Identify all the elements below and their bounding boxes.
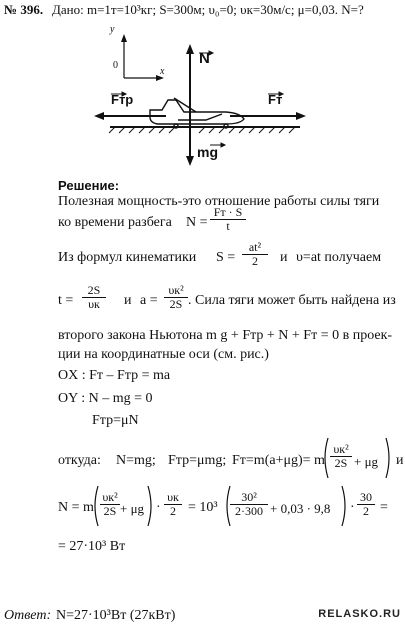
friction-force-arrow [94, 112, 104, 120]
solution-line-3-and: и [280, 250, 288, 265]
whence-eq-normal: N=mg; [116, 453, 156, 468]
final-dot-1: · [156, 500, 161, 515]
axis-y-arrow [121, 34, 127, 42]
friction-force-label: Fтр [111, 92, 134, 107]
formula-time-fraction: 2S υк [82, 284, 106, 311]
final-fraction-1: υк² 2S [100, 491, 120, 518]
solution-line-1: Полезная мощность-это отношение работы силы тяги [58, 194, 380, 209]
final-eq-coeff: = 10³ [188, 500, 218, 515]
final-dot-2: · [350, 500, 355, 515]
whence-eq-friction: Fтр=μmg; [168, 453, 227, 468]
airplane-drawing [150, 98, 244, 128]
whence-fraction: υк² 2S [330, 443, 352, 470]
final-plus-numeric: + 0,03 · 9,8 [270, 501, 331, 516]
answer-value: N=27·10³Вт (27кВт) [56, 608, 176, 623]
final-fraction-4: $\frac{30}{2}$ [357, 491, 375, 518]
formula-distance-fraction: $\frac{\text{at²}}{2}$ [242, 241, 268, 268]
final-fraction-3: $\frac{\text{30²}}{2\cdot 300}$ [230, 491, 268, 518]
whence-plus-mug: + μg [354, 454, 379, 469]
traction-force-label: Fт [268, 92, 283, 107]
final-plus-mug: + μg [120, 501, 145, 516]
final-equals: = [380, 500, 388, 515]
normal-force-label: N [199, 50, 210, 67]
final-result: = 27·10³ Вт [58, 539, 126, 554]
given-line: Дано: m=1т=10³кг; S=300м; υ₀=0; υк=30м/с; μ=0,03. N=? [52, 2, 364, 17]
solution-line-4-and: и [124, 293, 132, 308]
formula-acceleration-fraction: υк² 2S [164, 284, 188, 311]
solution-line-3-text: Из формул кинематики [58, 250, 197, 265]
formula-time-lhs: t = [58, 293, 74, 308]
final-lhs: N = m [58, 500, 94, 515]
whence-and: и [396, 453, 404, 468]
equation-friction: Fтр=μN [92, 413, 139, 428]
axis-origin-label: 0 [113, 60, 118, 71]
solution-line-2-text: ко времени разбега [58, 215, 172, 230]
formula-power-lhs: N = [186, 215, 208, 230]
axis-y-label: y [110, 24, 115, 35]
solution-line-6: ции на координатные оси (см. рис.) [58, 347, 269, 362]
gravity-force-label: mg [197, 144, 218, 160]
watermark: RELASKO.RU [318, 608, 401, 620]
normal-force-arrow [186, 44, 194, 54]
formula-power-fraction: Fт · S t [210, 206, 246, 233]
final-fraction-2: υк 2 [164, 491, 182, 518]
equation-ox: OX : Fт – Fтр = ma [58, 368, 171, 383]
formula-acceleration-lhs: a = [140, 293, 158, 308]
solution-heading: Решение: [58, 178, 120, 193]
whence-label: откуда: [58, 453, 101, 468]
problem-number: № 396. [4, 2, 44, 17]
solution-line-3-rhs: υ=at получаем [296, 250, 382, 265]
solution-line-4-tail: . Сила тяги может быть найдена из [188, 293, 396, 308]
traction-force-arrow [296, 112, 306, 120]
answer-label: Ответ: [4, 608, 52, 623]
equation-oy: OY : N – mg = 0 [58, 391, 153, 406]
formula-distance-lhs: S = [216, 250, 236, 265]
whence-eq-traction: Fт=m(a+μg)= m [232, 453, 325, 468]
axis-x-label: x [160, 66, 165, 77]
gravity-force-arrow [186, 156, 194, 166]
solution-line-5: второго закона Ньютона m g + Fтр + N + Fт = 0 в проек- [58, 328, 393, 343]
